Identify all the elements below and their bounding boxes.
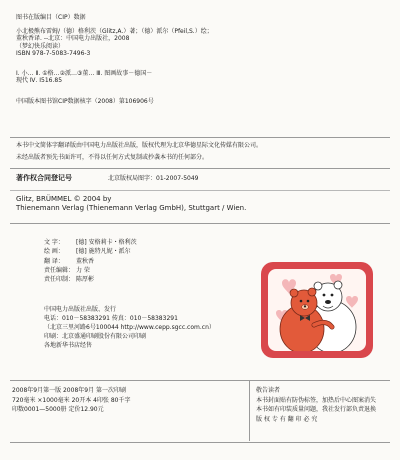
credit-label: 责任印制： bbox=[44, 276, 75, 284]
copyright-notice bbox=[16, 142, 388, 161]
notice-line: 未经出版者预先书面许可，不得以任何方式复制或抄袭本书的任何部分。 bbox=[16, 153, 209, 161]
divider bbox=[10, 168, 390, 169]
credit-row bbox=[44, 266, 244, 275]
cip-line: 董秋香译. --北京：中国电力出版社，2008 bbox=[16, 35, 130, 42]
credit-row bbox=[44, 275, 244, 284]
credit-value: 董秋香 bbox=[76, 257, 95, 265]
credit-value: [德] 安格莉卡・格利茨 bbox=[76, 239, 137, 246]
bears-hugging-illustration bbox=[268, 269, 366, 351]
publisher-line: （北京三里河路6号100044 http://www.cepp.sgcc.com.cn） bbox=[44, 324, 215, 331]
divider bbox=[10, 442, 390, 443]
credit-value: [德] 施特凡妮・派尔 bbox=[76, 248, 131, 256]
credit-row bbox=[44, 257, 244, 266]
credit-label: 绘 画： bbox=[44, 248, 64, 256]
vertical-divider bbox=[249, 381, 250, 441]
original-edition bbox=[16, 195, 388, 214]
edition-line: 印数0001—5000册 定价12.90元 bbox=[12, 406, 104, 414]
bear-illustration bbox=[261, 262, 373, 358]
divider bbox=[10, 190, 390, 191]
cip-number: 中国版本图书馆CIP数据核字（2008）第106906号 bbox=[16, 97, 154, 105]
copyright-registration bbox=[16, 174, 388, 183]
cip-line: 小北极熊布雷姆/（德）格利茨（Glitz,A.）著；（德）派尔（Pfeil,S.）绘； bbox=[16, 27, 213, 35]
edition-info bbox=[12, 386, 232, 415]
credits bbox=[44, 238, 244, 284]
registration-number: 北京版权局图字：01-2007-5049 bbox=[108, 175, 199, 182]
cip-line: （梦幻快乐阅读） bbox=[16, 42, 65, 50]
publisher-line: 各地新华书店经售 bbox=[44, 342, 93, 349]
credit-label: 责任编辑： bbox=[44, 266, 75, 274]
edition-line: 2008年9月第一版 2008年9月 第一次印刷 bbox=[12, 387, 126, 394]
reader-notice-line: 本书如有印装质量问题，我社发行部负责退换 bbox=[256, 406, 377, 414]
credit-label: 文 字： bbox=[44, 239, 64, 246]
reader-notice bbox=[256, 386, 396, 424]
cip-line: ISBN 978-7-5083-7496-3 bbox=[16, 50, 91, 57]
cip-section bbox=[16, 14, 346, 105]
credit-row bbox=[44, 238, 244, 247]
divider bbox=[10, 380, 390, 381]
divider bbox=[10, 223, 390, 224]
publisher-info bbox=[44, 305, 259, 350]
illustration-frame bbox=[268, 269, 366, 351]
original-line: Glitz, BRÜMMEL © 2004 by bbox=[16, 195, 112, 203]
notice-line: 本书中文简体字翻译版由中国电力出版社出版，版权代理为北京华德星际文化传媒有限公司。 bbox=[16, 142, 263, 149]
reader-notice-title: 敬告读者 bbox=[256, 387, 281, 394]
original-line: Thienemann Verlag (Thienemann Verlag GmbH), Stuttgart / Wien. bbox=[16, 204, 247, 213]
credit-row bbox=[44, 247, 244, 256]
publisher-line: 中国电力出版社出版、发行 bbox=[44, 306, 117, 313]
edition-line: 720毫米 ×1000毫米 20开本 4印张 80千字 bbox=[12, 396, 131, 404]
credit-value: 陈厚彬 bbox=[76, 276, 95, 284]
cip-heading: 图书在版编目（CIP）数据 bbox=[16, 14, 86, 21]
cip-classification: Ⅰ. 小… Ⅱ. ①格…②派…③董… Ⅲ. 图画故事－德国－ bbox=[16, 69, 153, 77]
registration-label: 著作权合同登记号 bbox=[16, 174, 72, 182]
publisher-line: 印刷：北京盛通印刷股份有限公司印刷 bbox=[44, 333, 147, 340]
publisher-line: 电话：010－58383291 传真：010－58383291 bbox=[44, 315, 178, 322]
credit-value: 力 荣 bbox=[76, 266, 90, 274]
reader-notice-line: 版 权 专 有 翻 印 必 究 bbox=[256, 415, 318, 423]
credit-label: 翻 译： bbox=[44, 257, 64, 265]
reader-notice-line: 本书封面贴有防伪标签，加热后中心图案消失 bbox=[256, 396, 377, 404]
divider bbox=[10, 137, 390, 138]
cip-classification: 现代 Ⅳ. I516.85 bbox=[16, 77, 63, 84]
